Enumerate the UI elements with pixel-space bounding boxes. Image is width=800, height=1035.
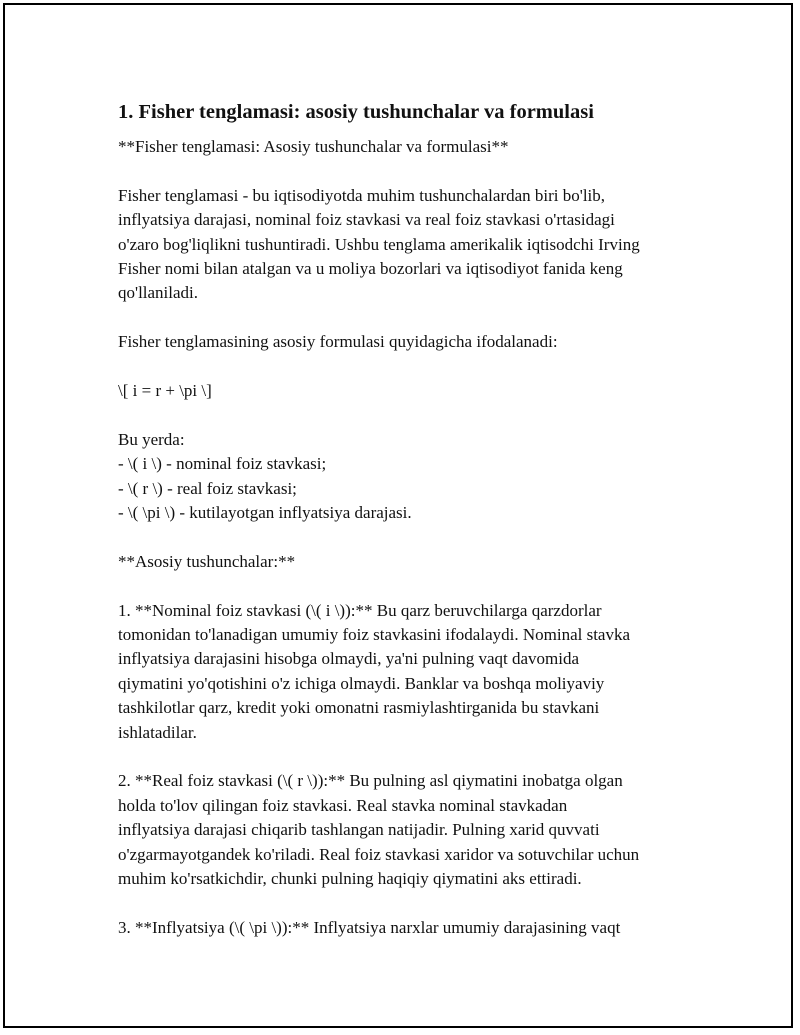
text-line: 3. **Inflyatsiya (\( \pi \)):** Inflyatsiya narxlar umumiy darajasining vaqt (118, 917, 621, 937)
text-line: Fisher tenglamasi - bu iqtisodiyotda muhim tushunchalardan biri bo'lib, (118, 185, 606, 205)
paragraph (118, 379, 718, 403)
text-line: inflyatsiya darajasi, nominal foiz stavkasi va real foiz stavkasi o'rtasidagi (118, 210, 615, 230)
paragraph (118, 769, 718, 891)
paragraph (118, 599, 718, 745)
paragraph (118, 428, 718, 526)
text-line: ishlatadilar. (118, 722, 197, 742)
text-line: - \( i \) - nominal foiz stavkasi; (118, 454, 327, 474)
text-line: inflyatsiya darajasi chiqarib tashlangan natijadir. Pulning xarid quvvati (118, 820, 600, 840)
text-line: tomonidan to'lanadigan umumiy foiz stavkasini ifodalaydi. Nominal stavka (118, 625, 631, 645)
text-line: **Asosiy tushunchalar:** (118, 551, 296, 571)
text-line: \[ i = r + \pi \] (118, 381, 212, 401)
text-line: holda to'lov qilingan foiz stavkasi. Real stavka nominal stavkadan (118, 795, 568, 815)
text-line: muhim ko'rsatkichdir, chunki pulning haqiqiy qiymatini aks ettiradi. (118, 869, 582, 889)
text-line: - \( r \) - real foiz stavkasi; (118, 478, 297, 498)
paragraph (118, 916, 718, 940)
text-line: o'zgarmayotgandek ko'riladi. Real foiz stavkasi xaridor va sotuvchilar uchun (118, 844, 640, 864)
document-body (118, 98, 718, 965)
text-line: Fisher nomi bilan atalgan va u moliya bozorlari va iqtisodiyot fanida keng (118, 259, 623, 279)
text-line: inflyatsiya darajasini hisobga olmaydi, ya'ni pulning vaqt davomida (118, 649, 580, 669)
paragraph (118, 184, 718, 306)
text-line: Bu yerda: (118, 429, 185, 449)
paragraph (118, 135, 718, 159)
paragraph (118, 550, 718, 574)
page-frame (3, 3, 793, 1028)
paragraph-list (118, 135, 718, 940)
text-line: - \( \pi \) - kutilayotgan inflyatsiya darajasi. (118, 503, 412, 523)
text-line: o'zaro bog'liqlikni tushuntiradi. Ushbu tenglama amerikalik iqtisodchi Irving (118, 234, 640, 254)
document-title: 1. Fisher tenglamasi: asosiy tushunchalar va formulasi (118, 101, 594, 123)
text-line: qo'llaniladi. (118, 283, 199, 303)
text-line: 1. **Nominal foiz stavkasi (\( i \)):** Bu qarz beruvchilarga qarzdorlar (118, 600, 602, 620)
text-line: qiymatini yo'qotishini o'z ichiga olmaydi. Banklar va boshqa moliyaviy (118, 673, 605, 693)
text-line: Fisher tenglamasining asosiy formulasi quyidagicha ifodalanadi: (118, 332, 558, 352)
text-line: **Fisher tenglamasi: Asosiy tushunchalar va formulasi** (118, 137, 509, 156)
paragraph (118, 330, 718, 354)
text-line: tashkilotlar qarz, kredit yoki omonatni rasmiylashtirganida bu stavkani (118, 698, 600, 718)
text-line: 2. **Real foiz stavkasi (\( r \)):** Bu pulning asl qiymatini inobatga olgan (118, 771, 623, 791)
